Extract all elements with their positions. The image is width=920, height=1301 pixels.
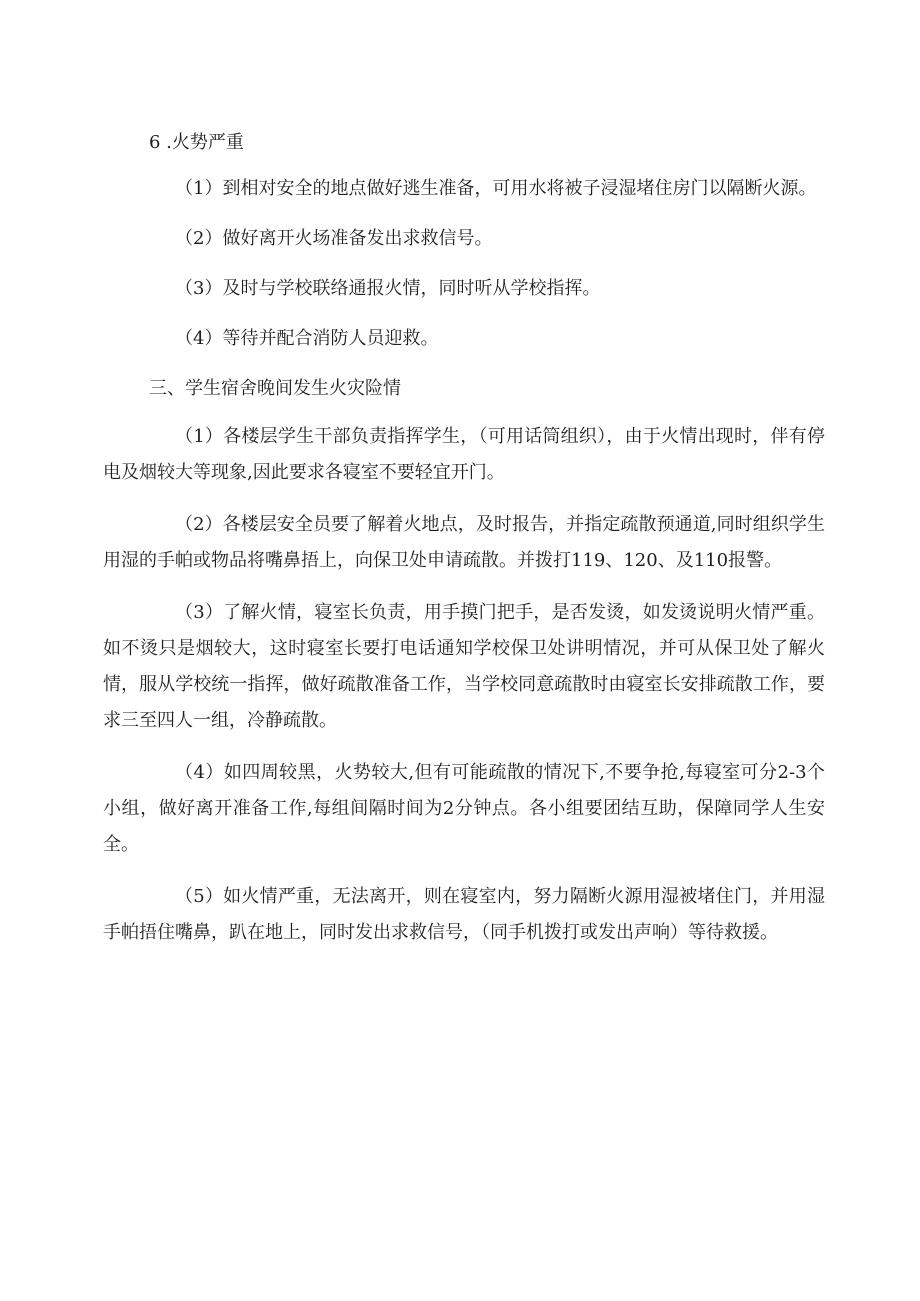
section-3-item-5: （5）如火情严重，无法离开，则在寝室内，努力隔断火源用湿被堵住门，并用湿手帕捂住嘴鼻，趴在地上，同时发出求救信号，（同手机拨打或发出声响）等待救援。 <box>103 886 825 943</box>
section-6-item-3: （3）及时与学校联络通报火情，同时听从学校指挥。 <box>175 278 601 299</box>
section-6-item-2: （2）做好离开火场准备发出求救信号。 <box>175 228 493 249</box>
section-3-heading: 三、学生宿舍晚间发生火灾险情 <box>149 378 401 399</box>
section-3-item-3: （3）了解火情，寝室长负责，用手摸门把手，是否发烫，如发烫说明火情严重。如不烫只是烟较大，这时寝室长要打电话通知学校保卫处讲明情况，并可从保卫处了解火情，服从学校统一指挥，做好疏散准备工作，当学校同意疏散时由寝室长安排疏散工作，要求三至四人一组，冷静疏散。 <box>103 602 825 731</box>
section-3-item-4: （4）如四周较黑，火势较大,但有可能疏散的情况下,不要争抢,每寝室可分2-3个小组，做好离开准备工作,每组间隔时间为2分钟点。各小组要团结互助，保障同学人生安全。 <box>103 762 825 855</box>
section-6-item-1: （1）到相对安全的地点做好逃生准备，可用水将被子浸湿堵住房门以隔断火源。 <box>175 178 817 199</box>
section-6-heading: 6 .火势严重 <box>149 132 244 153</box>
section-3-item-1: （1）各楼层学生干部负责指挥学生，（可用话筒组织），由于火情出现时，伴有停电及烟较大等现象,因此要求各寝室不要轻宜开门。 <box>103 426 825 483</box>
section-3-item-2: （2）各楼层安全员要了解着火地点，及时报告，并指定疏散预通道,同时组织学生用湿的手帕或物品将嘴鼻捂上，向保卫处申请疏散。并拨打119、120、及110报警。 <box>103 514 825 571</box>
document-body <box>103 125 825 951</box>
section-6-item-4: （4）等待并配合消防人员迎救。 <box>175 328 439 349</box>
